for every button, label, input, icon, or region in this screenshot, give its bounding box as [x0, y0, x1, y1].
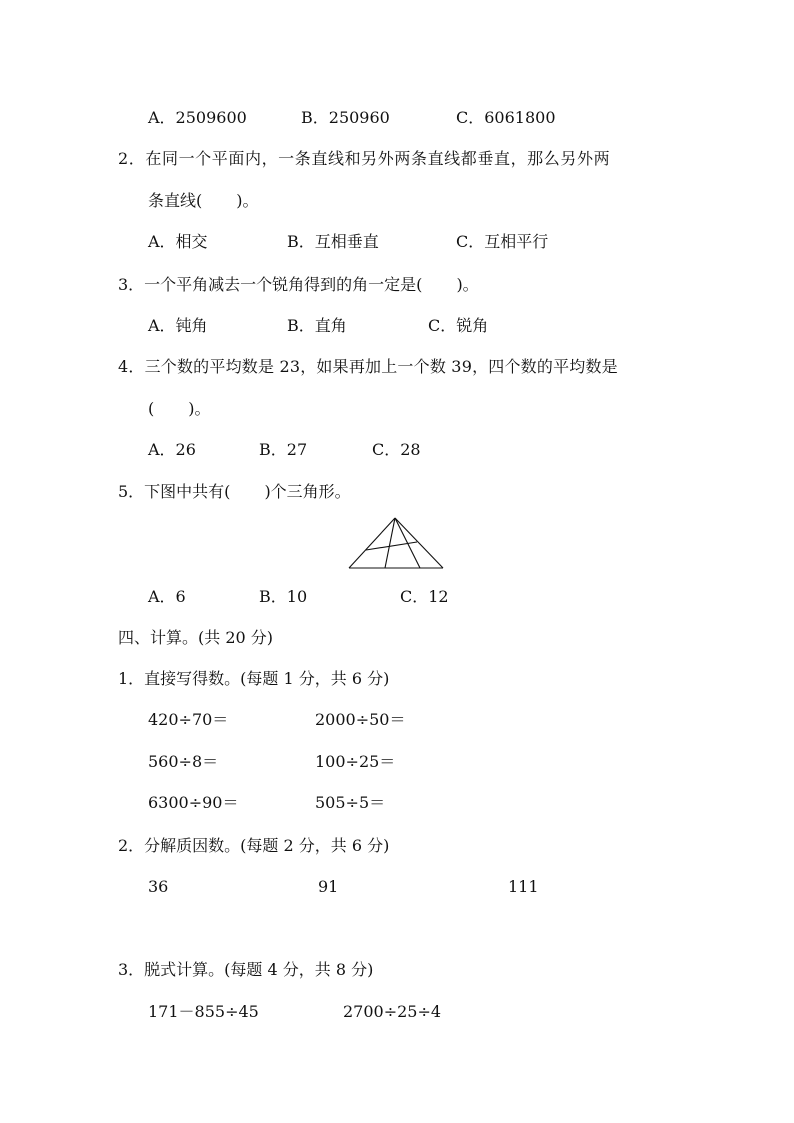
q2-option-a: A．相交 — [148, 232, 208, 251]
q4-stem-pre: ( — [148, 399, 155, 418]
q2-option-c: C．互相平行 — [456, 232, 549, 251]
q4-option-c: C．28 — [372, 440, 421, 459]
triangle-right-side — [395, 518, 443, 568]
calc-item: 6300÷90＝ — [148, 793, 239, 812]
q3-stem-post: )。 — [456, 275, 479, 294]
q5-stem — [118, 482, 351, 502]
factor-item: 91 — [318, 877, 339, 896]
q2-stem-line2 — [148, 191, 259, 211]
q4-stem-post: )。 — [188, 399, 211, 418]
stepwise-item: 171－855÷45 — [148, 1002, 259, 1021]
q5-stem-pre: 5．下图中共有( — [118, 482, 231, 501]
stepwise-item: 2700÷25÷4 — [343, 1002, 442, 1021]
q1-option-a: A．2509600 — [148, 108, 247, 127]
q2-stem-pre: 条直线( — [148, 191, 203, 210]
q2-option-b: B．互相垂直 — [287, 232, 379, 251]
factor-item: 111 — [508, 877, 539, 896]
triangle-inner-line-1 — [385, 518, 395, 568]
q2-stem-line1: 2．在同一个平面内，一条直线和另外两条直线都垂直，那么另外两 — [118, 149, 611, 168]
calc-item: 100÷25＝ — [315, 752, 396, 771]
calc-item: 505÷5＝ — [315, 793, 386, 812]
q4-stem-line2 — [148, 399, 211, 419]
calc-item: 420÷70＝ — [148, 710, 229, 729]
q1-option-c: C．6061800 — [456, 108, 556, 127]
calc-item: 2000÷50＝ — [315, 710, 406, 729]
q3-option-a: A．钝角 — [148, 316, 208, 335]
factor-item: 36 — [148, 877, 169, 896]
triangle-left-side — [349, 518, 395, 568]
q4-option-b: B．27 — [259, 440, 308, 459]
q5-option-b: B．10 — [259, 587, 308, 606]
q3-option-c: C．锐角 — [428, 316, 489, 335]
q3-stem-pre: 3．一个平角减去一个锐角得到的角一定是( — [118, 275, 423, 294]
q3-stem — [118, 275, 479, 295]
part1-title: 1．直接写得数。(每题 1 分，共 6 分) — [118, 669, 390, 688]
calc-item: 560÷8＝ — [148, 752, 219, 771]
triangle-figure — [346, 515, 446, 571]
q3-option-b: B．直角 — [287, 316, 347, 335]
section4-heading: 四、计算。(共 20 分) — [118, 628, 274, 647]
q5-option-c: C．12 — [400, 587, 449, 606]
q4-option-a: A．26 — [148, 440, 196, 459]
part2-title: 2．分解质因数。(每题 2 分，共 6 分) — [118, 836, 390, 855]
part3-title: 3．脱式计算。(每题 4 分，共 8 分) — [118, 960, 374, 979]
q2-stem-post: )。 — [236, 191, 259, 210]
q1-option-b: B．250960 — [301, 108, 390, 127]
q5-option-a: A．6 — [148, 587, 186, 606]
q5-stem-post: )个三角形。 — [264, 482, 351, 501]
q4-stem-line1: 4．三个数的平均数是 23，如果再加上一个数 39，四个数的平均数是 — [118, 357, 618, 376]
